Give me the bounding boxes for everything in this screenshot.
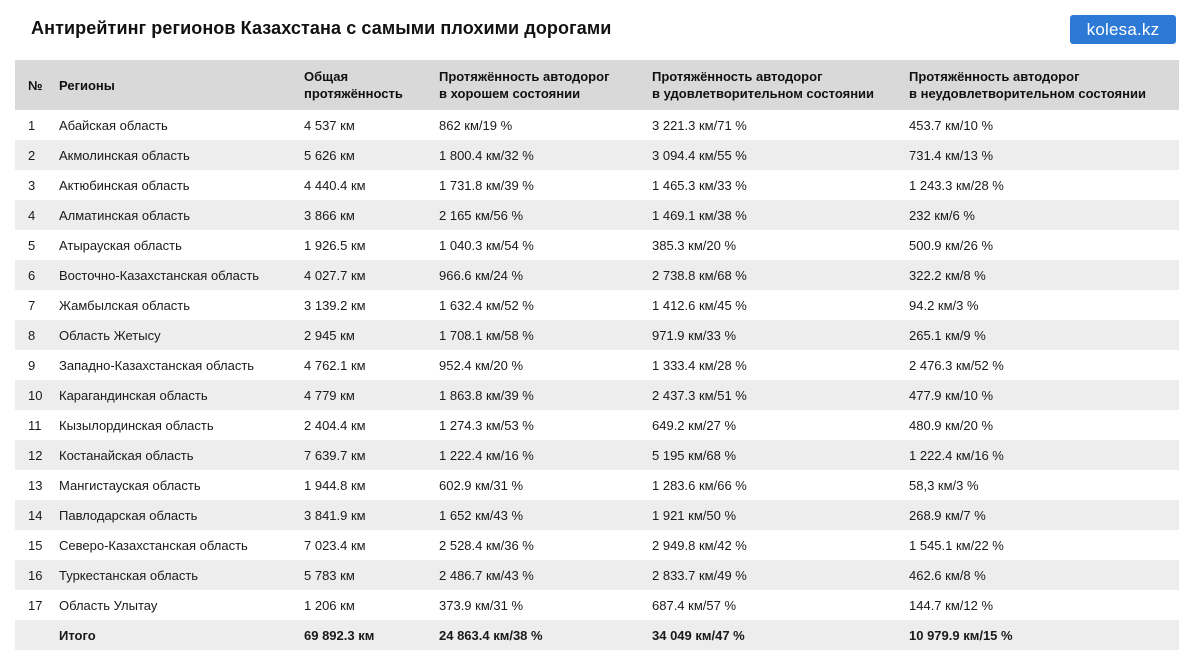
table-cell: 1 926.5 км bbox=[304, 237, 366, 253]
table-row bbox=[15, 380, 1179, 410]
col-header-satisfactory: Протяжённость автодорог в удовлетворительном состоянии bbox=[652, 69, 875, 101]
table-cell: 1 465.3 км/33 % bbox=[652, 177, 747, 193]
table-cell: 16 bbox=[28, 567, 43, 583]
col-header-number: № bbox=[28, 77, 43, 93]
table-cell: 2 833.7 км/49 % bbox=[652, 567, 747, 583]
table-cell: 1 222.4 км/16 % bbox=[909, 447, 1004, 463]
table-cell: Кызылординская область bbox=[59, 417, 214, 433]
table-cell: 1 222.4 км/16 % bbox=[439, 447, 534, 463]
table-cell: 500.9 км/26 % bbox=[909, 237, 994, 253]
table-cell: 268.9 км/7 % bbox=[909, 507, 986, 523]
table-cell: 1 469.1 км/38 % bbox=[652, 207, 747, 223]
table-cell: 1 921 км/50 % bbox=[652, 507, 737, 523]
table-cell: 94.2 км/3 % bbox=[909, 297, 979, 313]
table-cell: 4 779 км bbox=[304, 387, 355, 403]
table-cell: 58,3 км/3 % bbox=[909, 477, 979, 493]
table-row bbox=[15, 560, 1179, 590]
table-row bbox=[15, 170, 1179, 200]
table-cell: Туркестанская область bbox=[59, 567, 199, 583]
table-cell: Алматинская область bbox=[59, 207, 191, 223]
table-cell: 1 040.3 км/54 % bbox=[439, 237, 534, 253]
table-cell: 649.2 км/27 % bbox=[652, 417, 737, 433]
table-cell: 3 221.3 км/71 % bbox=[652, 117, 747, 133]
table-cell: Жамбылская область bbox=[59, 297, 191, 313]
table-cell: 9 bbox=[28, 357, 36, 373]
table-cell: 966.6 км/24 % bbox=[439, 267, 524, 283]
table-cell: 385.3 км/20 % bbox=[652, 237, 737, 253]
table-cell: 5 783 км bbox=[304, 567, 355, 583]
table-cell: 3 139.2 км bbox=[304, 297, 366, 313]
table-cell: 5 195 км/68 % bbox=[652, 447, 737, 463]
table-cell: 2 949.8 км/42 % bbox=[652, 537, 747, 553]
table-cell: 1 731.8 км/39 % bbox=[439, 177, 534, 193]
table-row bbox=[15, 500, 1179, 530]
table-cell: 10 bbox=[28, 387, 43, 403]
table-cell: 480.9 км/20 % bbox=[909, 417, 994, 433]
roads-table bbox=[15, 60, 1179, 650]
table-cell: Абайская область bbox=[59, 117, 168, 133]
table-cell: Западно-Казахстанская область bbox=[59, 357, 255, 373]
table-row bbox=[15, 260, 1179, 290]
table-cell: 15 bbox=[28, 537, 43, 553]
table-cell: 8 bbox=[28, 327, 36, 343]
table-cell: 3 841.9 км bbox=[304, 507, 366, 523]
table-cell: 232 км/6 % bbox=[909, 207, 975, 223]
table-cell: 2 bbox=[28, 147, 36, 163]
table-cell: 7 023.4 км bbox=[304, 537, 366, 553]
table-cell: 2 528.4 км/36 % bbox=[439, 537, 534, 553]
table-cell: 3 866 км bbox=[304, 207, 355, 223]
table-cell: 5 bbox=[28, 237, 36, 253]
table-cell: 453.7 км/10 % bbox=[909, 117, 994, 133]
table-cell: 2 486.7 км/43 % bbox=[439, 567, 534, 583]
table-cell: 1 bbox=[28, 117, 36, 133]
table-cell: 17 bbox=[28, 597, 43, 613]
table-cell: 1 863.8 км/39 % bbox=[439, 387, 534, 403]
table-cell: 3 bbox=[28, 177, 36, 193]
table-row bbox=[15, 440, 1179, 470]
table-cell: 24 863.4 км/38 % bbox=[439, 627, 543, 643]
table-cell: 1 274.3 км/53 % bbox=[439, 417, 534, 433]
brand-logo[interactable]: kolesa.kz bbox=[1070, 15, 1176, 44]
table-cell: 69 892.3 км bbox=[304, 627, 375, 643]
table-cell: 1 800.4 км/32 % bbox=[439, 147, 534, 163]
table-cell: 2 404.4 км bbox=[304, 417, 366, 433]
table-cell: 4 537 км bbox=[304, 117, 355, 133]
table-cell: 971.9 км/33 % bbox=[652, 327, 737, 343]
table-cell: 2 945 км bbox=[304, 327, 355, 343]
table-cell: Область Улытау bbox=[59, 597, 158, 613]
table-cell: 5 626 км bbox=[304, 147, 355, 163]
table-cell: 6 bbox=[28, 267, 36, 283]
table-cell: 602.9 км/31 % bbox=[439, 477, 524, 493]
table-cell: Восточно-Казахстанская область bbox=[59, 267, 260, 283]
table-cell: Итого bbox=[59, 627, 96, 643]
table-cell: Костанайская область bbox=[59, 447, 194, 463]
total-row bbox=[15, 620, 1179, 650]
table-cell: 4 440.4 км bbox=[304, 177, 366, 193]
table-cell: 2 476.3 км/52 % bbox=[909, 357, 1004, 373]
table-cell: 2 165 км/56 % bbox=[439, 207, 524, 223]
col-header-region: Регионы bbox=[59, 77, 115, 93]
col-header-total-length: Общая протяжённость bbox=[304, 69, 403, 101]
table-cell: 1 333.4 км/28 % bbox=[652, 357, 747, 373]
table-cell: 265.1 км/9 % bbox=[909, 327, 986, 343]
table-cell: 13 bbox=[28, 477, 43, 493]
table-row bbox=[15, 590, 1179, 620]
table-cell: 4 762.1 км bbox=[304, 357, 366, 373]
table-cell: Карагандинская область bbox=[59, 387, 208, 403]
table-cell: 477.9 км/10 % bbox=[909, 387, 994, 403]
table-cell: 4 bbox=[28, 207, 36, 223]
table-cell: 1 944.8 км bbox=[304, 477, 366, 493]
table-cell: 3 094.4 км/55 % bbox=[652, 147, 747, 163]
table-row bbox=[15, 470, 1179, 500]
table-row bbox=[15, 410, 1179, 440]
table-cell: Атырауская область bbox=[59, 237, 182, 253]
table-cell: Мангистауская область bbox=[59, 477, 201, 493]
table-cell: 1 283.6 км/66 % bbox=[652, 477, 747, 493]
table-header-row bbox=[15, 60, 1179, 110]
table-cell: 2 437.3 км/51 % bbox=[652, 387, 747, 403]
col-header-unsatisfactory: Протяжённость автодорог в неудовлетворительном состоянии bbox=[909, 69, 1146, 101]
table-cell: 731.4 км/13 % bbox=[909, 147, 994, 163]
table-cell: 14 bbox=[28, 507, 43, 523]
table-cell: 862 км/19 % bbox=[439, 117, 513, 133]
table-row bbox=[15, 140, 1179, 170]
table-cell bbox=[15, 620, 59, 650]
col-header-good: Протяжённость автодорог в хорошем состоянии bbox=[439, 69, 610, 101]
table-cell: 7 639.7 км bbox=[304, 447, 366, 463]
table-row bbox=[15, 230, 1179, 260]
table-cell: 952.4 км/20 % bbox=[439, 357, 524, 373]
table-cell: 373.9 км/31 % bbox=[439, 597, 524, 613]
table-cell: 1 206 км bbox=[304, 597, 355, 613]
page-title: Антирейтинг регионов Казахстана с самыми плохими дорогами bbox=[31, 18, 612, 38]
table-row bbox=[15, 530, 1179, 560]
table-cell: 34 049 км/47 % bbox=[652, 627, 745, 643]
table-cell: 1 652 км/43 % bbox=[439, 507, 524, 523]
table-cell: Акмолинская область bbox=[59, 147, 190, 163]
table-cell: 322.2 км/8 % bbox=[909, 267, 986, 283]
table-cell: Северо-Казахстанская область bbox=[59, 537, 248, 553]
table-cell: 144.7 км/12 % bbox=[909, 597, 994, 613]
table-row bbox=[15, 350, 1179, 380]
table-row bbox=[15, 290, 1179, 320]
table-cell: 11 bbox=[28, 417, 42, 433]
table-cell: 687.4 км/57 % bbox=[652, 597, 737, 613]
table-cell: 1 412.6 км/45 % bbox=[652, 297, 747, 313]
table-cell: 4 027.7 км bbox=[304, 267, 366, 283]
table-row bbox=[15, 110, 1179, 140]
table-cell: Павлодарская область bbox=[59, 507, 198, 523]
table-cell: Область Жетысу bbox=[59, 327, 161, 343]
table-cell: 1 632.4 км/52 % bbox=[439, 297, 534, 313]
table-cell: 7 bbox=[28, 297, 36, 313]
table-cell: 12 bbox=[28, 447, 43, 463]
table-cell: Актюбинская область bbox=[59, 177, 190, 193]
table-row bbox=[15, 200, 1179, 230]
table-cell: 1 243.3 км/28 % bbox=[909, 177, 1004, 193]
table-cell: 1 545.1 км/22 % bbox=[909, 537, 1004, 553]
table-cell: 2 738.8 км/68 % bbox=[652, 267, 747, 283]
table-cell: 1 708.1 км/58 % bbox=[439, 327, 534, 343]
table-cell: 462.6 км/8 % bbox=[909, 567, 986, 583]
table-row bbox=[15, 320, 1179, 350]
table-cell: 10 979.9 км/15 % bbox=[909, 627, 1013, 643]
